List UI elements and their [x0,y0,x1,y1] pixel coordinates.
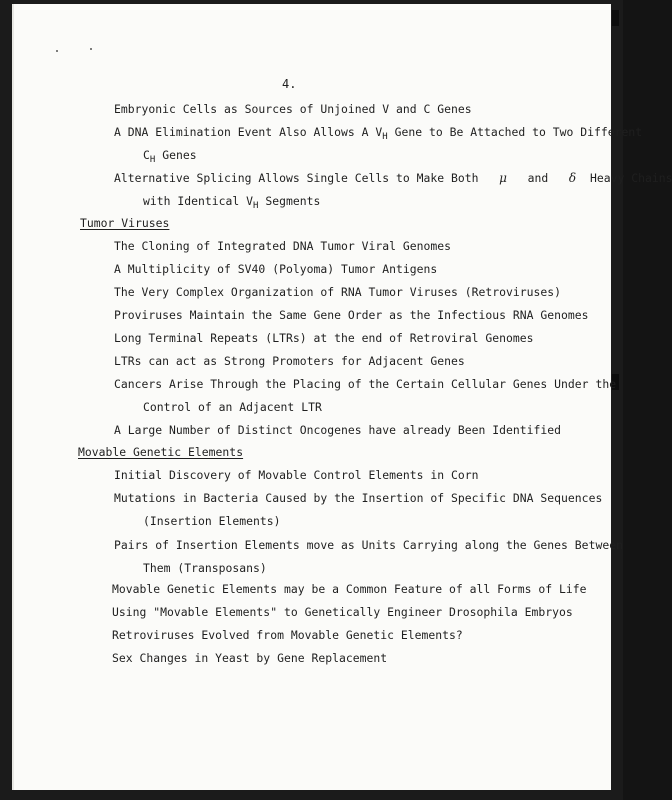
subscript: H [253,201,259,211]
document-page [12,4,611,790]
text-run: C [143,148,150,162]
text-run: Alternative Splicing Allows Single Cells to Make Both [114,171,479,185]
subscript: H [382,132,388,142]
list-item-continued: Them (Transposans) [143,561,267,575]
paper-speck [56,50,58,52]
text-run: with Identical V [143,194,254,208]
list-item: The Cloning of Integrated DNA Tumor Viral Genomes [114,239,452,253]
list-item [114,171,672,185]
list-item-continued: (Insertion Elements) [143,514,281,528]
section-heading-movable-elements: Movable Genetic Elements [78,445,244,459]
list-item-continued [143,194,320,211]
list-item: A Large Number of Distinct Oncogenes have already Been Identified [114,423,562,437]
text-run: Gene to Be Attached to Two Different [387,125,643,139]
list-item-continued [143,148,197,165]
paper-speck [90,48,92,50]
list-item: Initial Discovery of Movable Control Elements in Corn [114,468,479,482]
list-item-continued: Control of an Adjacent LTR [143,400,322,414]
list-item: Cancers Arise Through the Placing of the Certain Cellular Genes Under the [114,377,617,391]
mu-symbol: μ [499,171,507,185]
list-item: The Very Complex Organization of RNA Tumor Viruses (Retroviruses) [114,285,562,299]
list-item: Mutations in Bacteria Caused by the Insertion of Specific DNA Sequences [114,491,603,505]
text-run: Segments [258,194,321,208]
list-item: Proviruses Maintain the Same Gene Order as the Infectious RNA Genomes [114,308,589,322]
text-run: Heavy Chains [589,171,672,185]
list-item [114,125,642,142]
subscript: H [149,155,156,165]
list-item: Sex Changes in Yeast by Gene Replacement [112,651,388,665]
list-item: A Multiplicity of SV40 (Polyoma) Tumor Antigens [114,262,438,276]
list-item: Retroviruses Evolved from Movable Genetic Elements? [112,628,463,642]
list-item: Embryonic Cells as Sources of Unjoined V and C Genes [114,102,472,116]
list-item: Movable Genetic Elements may be a Common Feature of all Forms of Life [112,582,587,596]
text-run: and [527,171,549,185]
page-number: 4. [282,77,297,91]
text-run: A DNA Elimination Event Also Allows A V [114,125,383,139]
list-item: Pairs of Insertion Elements move as Units Carrying along the Genes Between [114,538,623,552]
binder-clip-top [612,10,619,26]
list-item: Long Terminal Repeats (LTRs) at the end of Retroviral Genomes [114,331,534,345]
delta-symbol: δ [568,171,577,185]
list-item: LTRs can act as Strong Promoters for Adjacent Genes [114,354,465,368]
list-item: Using "Movable Elements" to Genetically Engineer Drosophila Embryos [112,605,573,619]
section-heading-tumor-viruses: Tumor Viruses [80,216,170,230]
text-run: Genes [155,148,197,162]
